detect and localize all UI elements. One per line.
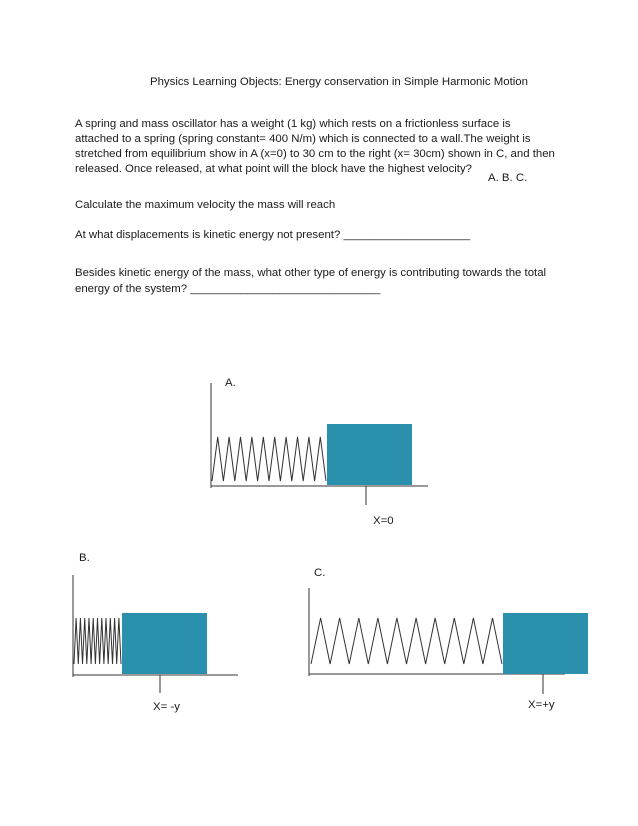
diagram-c-position: X=+y [528,699,555,711]
mass-block-b [122,613,207,674]
mass-block-a [327,424,412,485]
question-1-line: stretched from equilibrium show in A (x=0) to 30 cm to the right (x= 30cm) shown in C, and then [75,148,555,160]
spring-a [212,437,326,481]
answer-choices: A. B. C. [488,172,528,184]
question-2: Calculate the maximum velocity the mass will reach [75,199,336,211]
diagram-c-label: C. [314,567,326,579]
diagram-a [211,383,428,505]
diagram-b-label: B. [79,552,90,564]
mass-block-c [503,613,588,674]
question-3: At what displacements is kinetic energy not present? ____________________ [75,229,471,241]
diagram-a-position: X=0 [373,515,394,527]
question-4-line: Besides kinetic energy of the mass, what other type of energy is contributing towards the total [75,267,547,279]
diagram-c [309,588,588,694]
spring-b [74,618,121,664]
page-title: Physics Learning Objects: Energy conservation in Simple Harmonic Motion [150,76,528,88]
question-1-line: A spring and mass oscillator has a weight (1 kg) which rests on a frictionless surface is [75,118,511,130]
diagram-b [73,575,238,693]
question-4-line: energy of the system? ______________________________ [75,283,381,295]
question-1-line: attached to a spring (spring constant= 400 N/m) which is connected to a wall.The weight is [75,133,531,145]
question-1-line: released. Once released, at what point will the block have the highest velocity? [75,163,473,175]
spring-c [311,618,502,664]
diagram-b-position: X= -y [153,701,180,713]
diagram-a-label: A. [225,377,236,389]
